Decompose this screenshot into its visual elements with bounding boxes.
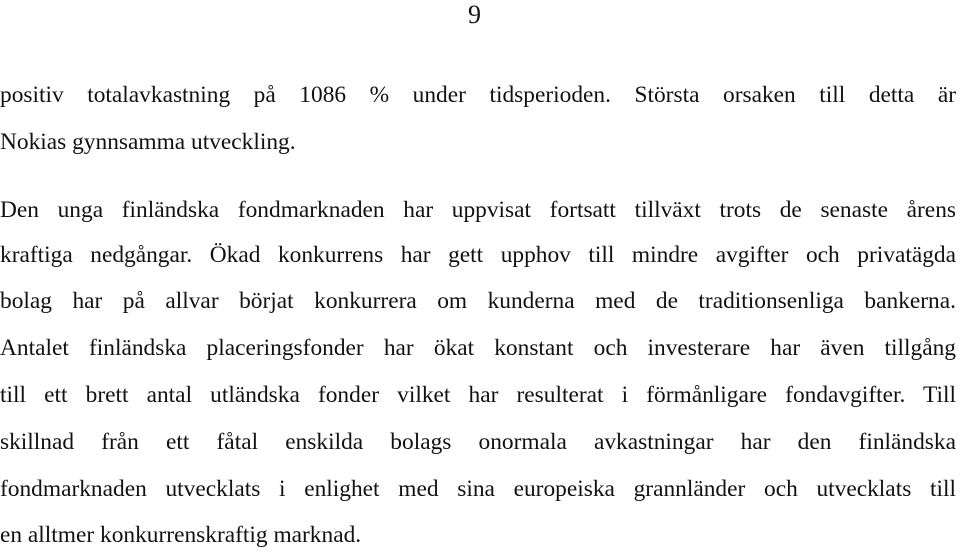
text-line: Nokias gynnsamma utveckling.	[0, 129, 296, 155]
text-line: Den unga finländska fondmarknaden har uppvisat fortsatt tillväxt trots de senaste årens	[0, 197, 956, 223]
text-line: skillnad från ett fåtal enskilda bolags onormala avkastningar har den finländska	[0, 429, 956, 455]
page-number: 9	[468, 0, 481, 29]
text-line: fondmarknaden utvecklats i enlighet med sina europeiska grannländer och utvecklats till	[0, 476, 956, 502]
text-line: till ett brett antal utländska fonder vilket har resulterat i förmånligare fondavgifter. Till	[0, 382, 956, 408]
text-line: bolag har på allvar börjat konkurrera om kunderna med de traditionsenliga bankerna.	[0, 288, 956, 314]
text-line: kraftiga nedgångar. Ökad konkurrens har gett upphov till mindre avgifter och privatägda	[0, 242, 956, 268]
text-line: positiv totalavkastning på 1086 % under tidsperioden. Största orsaken till detta är	[0, 82, 956, 108]
text-line: Antalet finländska placeringsfonder har ökat konstant och investerare har även tillgång	[0, 335, 956, 361]
text-line: en alltmer konkurrenskraftig marknad.	[0, 522, 362, 548]
